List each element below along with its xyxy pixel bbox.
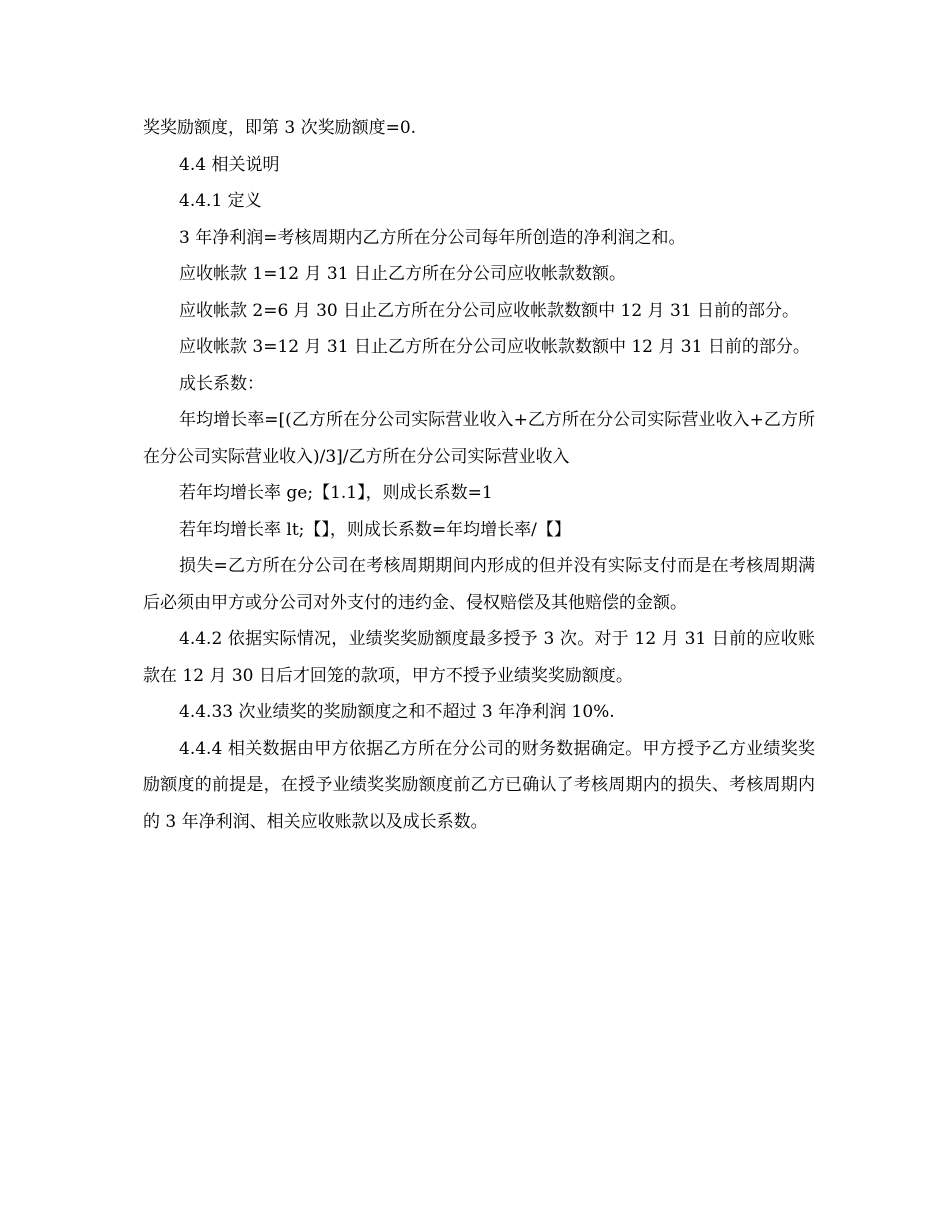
heading-4-4-1-definitions: 4.4.1 定义 xyxy=(179,191,262,211)
paragraph-receivable-1: 应收帐款 1=12 月 31 日止乙方所在分公司应收帐款数额。 xyxy=(179,264,626,284)
document-body xyxy=(143,110,815,840)
heading-4-4-notes: 4.4 相关说明 xyxy=(179,154,280,175)
paragraph-annual-growth-rate: 年均增长率=[(乙方所在分公司实际营业收入+乙方所在分公司实际营业收入+乙方所在分公司实际营业收入)/3]/乙方所在分公司实际营业收入 xyxy=(143,410,815,467)
paragraph-growth-coefficient: 成长系数： xyxy=(179,373,264,394)
paragraph-4-4-2: 4.4.2 依据实际情况，业绩奖奖励额度最多授予 3 次。对于 12 月 31 日前的应收账款在 12 月 30 日后才回笼的款项，甲方不授予业绩奖奖励额度。 xyxy=(143,629,815,686)
paragraph-net-profit-definition: 3 年净利润=考核周期内乙方所在分公司每年所创造的净利润之和。 xyxy=(179,227,686,248)
paragraph-growth-ge-condition: 若年均增长率 ge;【1.1】，则成长系数=1 xyxy=(179,483,493,503)
paragraph-loss-definition: 损失=乙方所在分公司在考核周期期间内形成的但并没有实际支付而是在考核周期满后必须由甲方或分公司对外支付的违约金、侵权赔偿及其他赔偿的金额。 xyxy=(143,556,815,613)
paragraph-4-4-3: 4.4.33 次业绩奖的奖励额度之和不超过 3 年净利润 10%. xyxy=(179,702,615,722)
paragraph-growth-lt-condition: 若年均增长率 lt;【】，则成长系数=年均增长率/【】 xyxy=(179,519,571,540)
paragraph-receivable-3: 应收帐款 3=12 月 31 日止乙方所在分公司应收帐款数额中 12 月 31 日前的部分。 xyxy=(179,337,810,357)
paragraph-4-4-4: 4.4.4 相关数据由甲方依据乙方所在分公司的财务数据确定。甲方授予乙方业绩奖奖励额度的前提是，在授予业绩奖奖励额度前乙方已确认了考核周期内的损失、考核周期内的 3 年净利润、相关应收账款以及成长系数。 xyxy=(143,738,815,832)
paragraph-receivable-2: 应收帐款 2=6 月 30 日止乙方所在分公司应收帐款数额中 12 月 31 日前的部分。 xyxy=(179,300,800,321)
paragraph-award-amount-third: 奖奖励额度，即第 3 次奖励额度=0. xyxy=(143,118,417,138)
